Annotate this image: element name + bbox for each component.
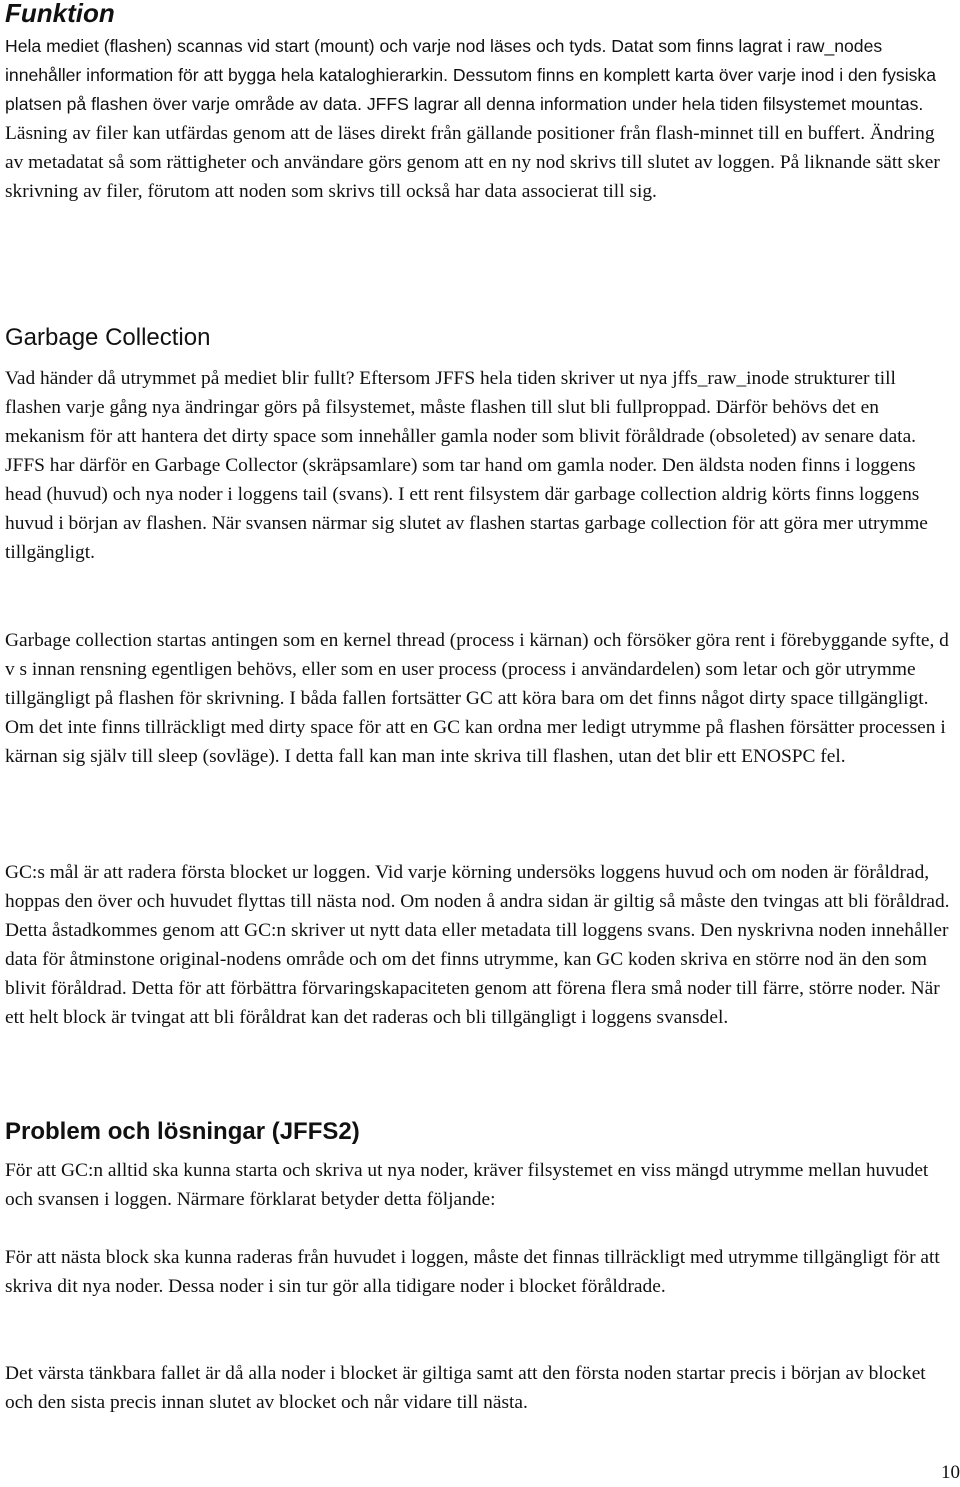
funktion-paragraph: [5, 32, 950, 206]
funktion-paragraph-part2: Läsning av filer kan utfärdas genom att de läses direkt från gällande positioner från flash-minnet till en buffert. Ändring av metadatat så som rättigheter och användare görs genom att en ny nod skrivs till slutet av loggen.: [5, 123, 935, 173]
page-number: 10: [941, 1462, 960, 1483]
section-title-funktion: Funktion: [5, 0, 115, 28]
section-title-problem: Problem och lösningar (JFFS2): [5, 1118, 360, 1145]
problem-paragraph-2: För att nästa block ska kunna raderas från huvudet i loggen, måste det finnas tillräckligt med utrymme tillgängligt för att skriva dit nya noder. Dessa noder i sin tur gör alla tidigare noder i blocket föråldrade.: [5, 1247, 940, 1297]
gc-paragraph-2: Garbage collection startas antingen som en kernel thread (process i kärnan) och försöker göra rent i förebyggande syfte, d v s innan rensning egentligen behövs, eller som en user process (process i användardelen) som letar och gör utrymme tillgängligt på flashen för skrivning. I båda fallen fortsätter GC att köra bara om det finns något dirty space tillgängligt. Om det inte finns tillräckligt med dirty space för att en GC kan ordna mer ledigt utrymme på flashen försätter processen i kärnan sig själv till sleep (sovläge). I detta fall kan man inte skriva till flashen, utan det blir ett ENOSPC fel.: [5, 630, 949, 767]
funktion-paragraph-part1: Hela mediet (flashen) scannas vid start (mount) och varje nod läses och tyds. Datat som finns lagrat i raw_nodes innehåller information för att bygga hela kataloghierarkin. Dessutom finns en komplett karta över varje inod i den fysiska platsen på flashen över varje område av data. JFFS lagrar all denna information under hela tiden filsystemet mountas.: [5, 36, 936, 114]
problem-paragraph-3: Det värsta tänkbara fallet är då alla noder i blocket är giltiga samt att den första noden startar precis i början av blocket och den sista precis innan slutet av blocket och når vidare till nästa.: [5, 1363, 926, 1413]
gc-paragraph-1: Vad händer då utrymmet på mediet blir fullt? Eftersom JFFS hela tiden skriver ut nya jffs_raw_inode strukturer till flashen varje gång nya ändringar görs på filsystemet, måste flashen till slut bli fullproppad. Därför behövs det en mekanism för att hantera det dirty space som innehåller gamla noder som blivit föråldrade (obsoleted) av senare data. JFFS har därför en Garbage Collector (skräpsamlare) som tar hand om gamla noder. Den äldsta noden finns i loggens head (huvud) och nya noder i loggens tail (svans). I ett rent filsystem där garbage collection aldrig körts finns loggens huvud i början av flashen. När svansen närmar sig slutet av flashen startas garbage collection för att göra mer utrymme tillgängligt.: [5, 368, 928, 563]
section-title-garbage-collection: Garbage Collection: [5, 324, 211, 351]
problem-paragraph-1: För att GC:n alltid ska kunna starta och skriva ut nya noder, kräver filsystemet en viss mängd utrymme mellan huvudet och svansen i loggen. Närmare förklarat betyder detta följande:: [5, 1160, 929, 1210]
funktion-paragraph-part3: På liknande sätt sker skrivning av filer, förutom att noden som skrivs till också har data associerat till sig.: [5, 152, 940, 202]
gc-paragraph-3: GC:s mål är att radera första blocket ur loggen. Vid varje körning undersöks loggens huvud och om noden är föråldrad, hoppas den över och huvudet flyttas till nästa nod. Om noden å andra sidan är giltig så måste den tvingas att bli föråldrad. Detta åstadkommes genom att GC:n skriver ut nytt data eller metadata till loggens svans. Den nyskrivna noden innehåller data för åtminstone original-nodens område och om det finns utrymme, kan GC koden skriva en större nod än den som blivit föråldrad. Detta för att förbättra förvaringskapaciteten genom att förena flera små noder till färre, större noder. När ett helt block är tvingat att bli föråldrat kan det raderas och bli tillgängligt i loggens svansdel.: [5, 862, 950, 1028]
